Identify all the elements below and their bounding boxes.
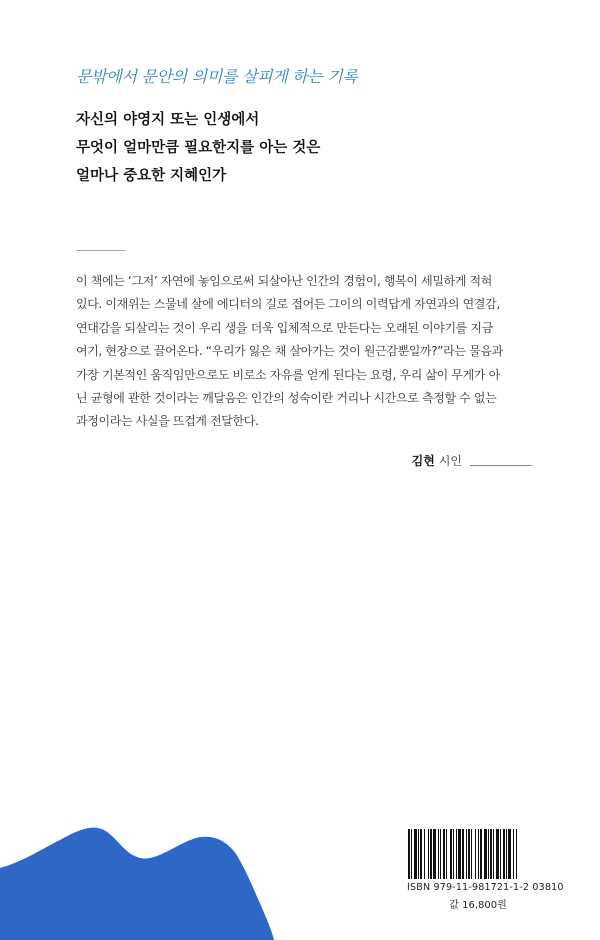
barcode-bar xyxy=(411,829,412,879)
barcode-bar xyxy=(453,829,454,879)
price-text: 값 16,800원 xyxy=(449,900,507,911)
barcode-bar xyxy=(466,829,467,879)
barcode-bar xyxy=(516,829,517,879)
barcode-bar xyxy=(420,829,422,879)
barcode-bar xyxy=(428,829,429,879)
headline-line-1: 자신의 야영지 또는 인생에서 xyxy=(76,112,260,128)
barcode-bar xyxy=(513,829,514,879)
divider xyxy=(76,250,126,251)
blurb-line: 닌 균형에 관한 것이라는 깨달음은 인간의 성숙이란 거리나 시간으로 측정할 수 없는 xyxy=(76,391,497,406)
barcode-bar xyxy=(446,829,447,879)
barcode-bar xyxy=(493,829,494,879)
barcode-bar xyxy=(443,829,445,879)
blurb-line: 있다. 이재위는 스물네 살에 에디터의 길로 접어든 그이의 이력답게 자연과의 연결감, xyxy=(76,297,500,312)
barcode-bar xyxy=(430,829,432,879)
barcode-bar xyxy=(480,829,482,879)
barcode-bar xyxy=(503,829,505,879)
blurb-line: 여기, 현장으로 끌어온다. “우리가 잃은 채 살아가는 것이 원근감뿐일까?”라는 물음과 xyxy=(76,344,503,359)
barcode-bar xyxy=(488,829,489,879)
barcode-bar xyxy=(462,829,464,879)
barcode-bar xyxy=(500,829,501,879)
headline-line-3: 얼마나 중요한 지혜인가 xyxy=(76,168,227,184)
barcode-bar xyxy=(508,829,511,879)
barcode-bar xyxy=(456,829,457,879)
decorative-blob xyxy=(0,810,280,940)
barcode-bar xyxy=(496,829,499,879)
headline-line-2: 무엇이 얼마만큼 필요한지를 아는 것은 xyxy=(76,140,321,156)
barcode-bar xyxy=(440,829,441,879)
headline xyxy=(76,106,536,190)
barcode-bar xyxy=(424,829,425,879)
barcode-icon xyxy=(407,829,547,879)
tagline: 문밖에서 문안의 의미를 살피게 하는 기록 xyxy=(76,67,358,86)
blurb-line: 연대감을 되살리는 것이 우리 생을 더욱 입체적으로 만든다는 오래된 이야기를 지금 xyxy=(76,320,493,335)
isbn-text: ISBN 979-11-981721-1-2 03810 xyxy=(407,882,564,893)
signature-role: 시인 xyxy=(438,454,462,468)
blurb-line: 과정이라는 사실을 뜨겁게 전달한다. xyxy=(76,414,259,429)
barcode-bar xyxy=(478,829,479,879)
signature-name: 김현 xyxy=(411,454,435,468)
barcode xyxy=(407,829,547,879)
barcode-bar xyxy=(475,829,476,879)
barcode-bar xyxy=(418,829,419,879)
barcode-bar xyxy=(471,829,472,879)
barcode-bar xyxy=(506,829,507,879)
blurb-line: 가장 기본적인 움직임만으로도 비로소 자유를 얻게 된다는 요령, 우리 삶이 무게가 아 xyxy=(76,367,500,382)
barcode-bar xyxy=(414,829,417,879)
blurb-line: 이 책에는 ‘그저’ 자연에 놓임으로써 되살아난 인간의 경험이, 행복이 세밀하게 적혀 xyxy=(76,274,493,288)
barcode-bar xyxy=(490,829,492,879)
signature xyxy=(412,452,532,469)
signature-line xyxy=(470,465,532,466)
barcode-bar xyxy=(484,829,487,879)
blurb-text xyxy=(76,270,532,434)
barcode-bar xyxy=(438,829,439,879)
barcode-bar xyxy=(433,829,436,879)
barcode-bar xyxy=(458,829,461,879)
barcode-bar xyxy=(450,829,452,879)
barcode-bar xyxy=(408,829,410,879)
barcode-bar xyxy=(468,829,470,879)
